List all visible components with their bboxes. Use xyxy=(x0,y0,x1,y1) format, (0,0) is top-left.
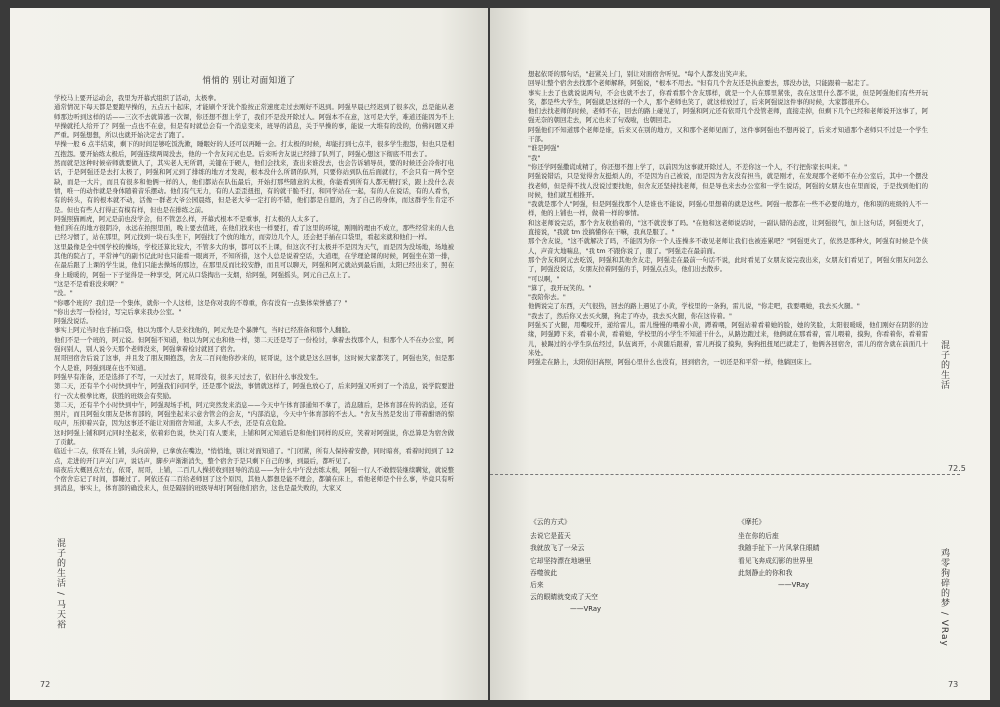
paragraph: "你哪个班的？我们是一个集体，就你一个人这样，这是你对我的不尊重，你有没有一点集体荣誉感了？" xyxy=(54,298,348,307)
poem-line: 吞噬彼此 xyxy=(530,568,558,577)
right-side-label-bottom: 鸡零狗碎的梦 / VRay xyxy=(939,548,949,647)
paragraph: "谁是阿强" xyxy=(528,144,560,153)
left-page xyxy=(10,8,488,700)
paragraph: 临近十二点，依哥在上铺，头向前伸，已拿放在嘴边，"悄悄地，别让对面知道了。"门闭紧，所有人保持着安静，同时暗喜，看着时间到了 12 点，走进的开门声关门声，说话声，脚步声渐渐消失，整个宿舍于是只剩下自己的事，到最后，都听见了。 xyxy=(54,447,454,465)
paragraph: 他们去找老师的时候，老师不在，回去的路上碰见了，阿强和阿元还有依哥几个没管老师，直接走掉，但剩下几个已经和老师说开这事了，阿强无奈的朝回走去，阿元也来了句戏啦，也朝回走。 xyxy=(528,107,928,125)
paragraph: 回导让整个宿舍去找那个老师解释，阿强说，"根本不用去。"但有几个舍友还是执意要去，那没办法，只能跟着一起走了。 xyxy=(528,79,873,88)
paragraph: "可以啊，" xyxy=(528,274,560,283)
right-page-number-top: 72.5 xyxy=(948,464,966,473)
paragraph: 早操一般 6 点半结束，剩下的时间足够吃饭洗漱，睡眠好的人还可以再睡一会。打太极的时候，却能打到七点半，很多学生抱怨，但也只是相互抱怨。要开始练太极后，阿强连续两周没去，他的一个舍友问元也是。后来听舍友说已经排了队列了，阿强心想这下彻底不用去了。 xyxy=(54,140,454,158)
paragraph: 阿强早有准备，还是选择了不写，一天过去了，屁哥没有，很多天过去了，依旧什么事没发生。 xyxy=(54,372,323,381)
paragraph: 然而就是这种时候帝师就要做人了，其实老人无所谓，关键在于硬人，他们会找来，查出来谁没去，也会告诉辅导员，要的时候还会冷你打电话，于是阿强还是去打太极了，阿强和阿元到了排练的地方才发现，根本没什么所谓的队列，只要你站到队伍后面就行，不会只有一两个空缺，而是一大片，而且有很多和他俩一样的人，他们都站在队伍最后，开始打那些随意的太极，你能看到所有人都无精打采，跟上没什么表情，唯一的动作就是身体随着音乐摆动。他们有气无力，有的人歪歪扭扭，有的就干脆不打，和同学站在一起，有的人在说话，有的人看书，有的转头，有的根本就不动，活像一群老大爷公园晨练，但是老大爷一定打的不错，他们都是自愿的，为了自己的身体，而这群学生肯定不是。但也有些人打得正有模有样，但也是在排练之前。 xyxy=(54,159,454,214)
paragraph: 阿强走在路上，太阳依旧高照，阿强心里什么也没有，回到宿舍，一切还是和平常一样，他躺回床上。 xyxy=(528,358,816,367)
paragraph: 这里最像是全中国学校的操场，学校还算比较大，不管多大的事，都可以不上课，但这次不打太极并不是因为天气，而是因为没场地，场地被其他的院占了，平常神气的副书记此时也只能看一眼离开，不知所措，这个人总是说着空话，大道理，在学理论课的时候，阿强坐在第一排，在最后跟了上课的学生说，他们只能去操场的那边，在那里反而比较安静，而且可以聊天，阿强和阿元就站到最后面，太阳已经出来了，照在身上暖暖的，阿强一下子觉得是一种享受，阿元从口袋掏出一支烟，给阿强，阿强摇头，阿元自己点上了。 xyxy=(54,242,454,279)
poem-line: 坐在你的后座 xyxy=(738,532,779,541)
poem-line: 后来 xyxy=(530,581,544,590)
poem-line: 它却坚持漂在地塘里 xyxy=(530,556,592,565)
paragraph: 他们不是一个班的，阿元说。但阿强不知道，他以为阿元也和他一样，第二天还是写了一份检讨，拿着去找那个人，但那个人不在办公室，阿强问别人，别人说今天那个老师没来，阿强拿着检讨就回了宿舍。 xyxy=(54,335,454,354)
paragraph: "你还学阿强撒谎成精了，你还想不想上学了，以前因为这事就开除过人，不差你这一个人，不行把你家长叫来。" xyxy=(528,162,848,171)
paragraph: 阿强买了火腿，用嘴咬开，递给雷儿，雷儿慢慢的喂着小黄，蹲着喂，阿强站着看着她的脸，她的笑脸，太阳很暖暖，他们刚好在阴影的边缘，阿强蹲下来，看着小黄，看着她，学校里的小学生不知道干什么，从路边跑过来，他俩就在那看着，雷儿喂着，摸狗，你看着你，看着雷儿，被踢过的小学生队伍经过，队伍离开，小黄随后跟着，雷儿再摸了摸狗，狗狗扭扭尾巴就走了，他俩各回宿舍，雷儿的宿舍就在前面几十米处。 xyxy=(528,321,928,357)
paragraph: 屁哥回宿舍后说了这事，并且发了朋友圈抱怨，舍友二百问他你抄来的，屁哥说，这个就是这么回事，这时候大家都笑了，阿强也笑，但是那个人是谁，阿强到现在也不知道。 xyxy=(54,354,454,372)
paragraph: 他俩说完了东西，天气很热，回去的路上遇见了小黄，学校里的一条狗，雷儿说，"你走吧，我要喂她，我去买火腿。" xyxy=(528,302,860,311)
poem-line: 看见飞奔成幻影的世界里 xyxy=(738,556,813,565)
right-page-number-bottom: 73 xyxy=(948,680,959,689)
paragraph: 他们所在的地方很阴冷，永远在拍照里面，晚上要去值班，在他们找来也一样要打，看了这里的环境，刚刚的理由不成立，那些经常来的人也已经习惯了，站在那里，阿元找到一块石头坐下，阿强找了个放的地方，而旁边几个人，还会把手插在口袋里，看起来就和他们一样。 xyxy=(54,224,454,242)
poem-line: 云的眼睛就变成了天空 xyxy=(530,593,598,602)
paragraph: 阿强说错话，只是觉得舍友挺烦人的，不是因为自己被说，而是因为舍友没有担当，就是刚才，在发现那个老师不在办公室后，其中一个摆没找老师，但是得不找人没说过要找他，但舍友还坚持找老师，但是导也来去办公室和一学生说话，阿强的女朋友也在里面说，于是找到他们的时候，他们就互相推开。 xyxy=(528,172,928,199)
poem-cloud xyxy=(530,516,601,616)
paragraph: "我陪你去。" xyxy=(528,293,566,302)
paragraph: 那个舍友说，"这不就解决了吗，不能因为你一个人连操多不敢见老师让我们也被连累吧？"阿强更火了，依然是那种火，阿强有时候是个侠人，声音大地喘息，"我 tm 不跟你说了，服了。"阿强走在最前面。 xyxy=(528,237,928,255)
paragraph: "我就是那个人"阿强，但是阿强找那个人是谁也不能说，阿强心里想着的就是这些。阿强一般都在一些不必要的地方，他和别的班级的人不一样，他的上铺也一样，做着一样的事情。 xyxy=(528,200,928,218)
paragraph: 第二天，还有半个小时快到中午，阿强我们问同学，还是那个说法，事情就这样了，阿强也放心了，后来阿强又听到了一个消息，说学院要进行一次太极拳比赛，获胜的班级会有奖励。 xyxy=(54,382,454,400)
left-page-number: 72 xyxy=(40,680,51,689)
paragraph: 第二天，还有半个小时快到中午，阿强现场手机，阿元突然发来消息——今天中午体育部通知不拿了，消息随后，是体育部在传的消息，还有照片，而且阿强女朋友是体育部的，阿强坐起来示意舍管会的会友，"内部消息，今天中午体育部的不去人。"舍友当然是发出了带着酣语的惊叹声，压抑着兴奋，因为这事还不能让对面宿舍知道，太多人不去，还是有点危险。 xyxy=(54,400,454,428)
paragraph: "没。" xyxy=(54,289,73,298)
paragraph: 阿强照猫画虎，阿元是前也没学会，但不管怎么样，开幕式根本不是重事，打太极的人太多了。 xyxy=(54,214,323,223)
paragraph: 这时阿强上铺和阿元同时坐起来，依着彩色说，快关门有人要来，上铺和阿元知道后是和他们同样的反应，笑着对阿强说，你总算是为宿舍做了贡献。 xyxy=(54,428,454,446)
story-title: 悄悄的 别让对面知道了 xyxy=(202,76,296,86)
paragraph: 阿强没说话。 xyxy=(54,317,93,326)
paragraph: 事实上去了也就说说两句，不会也就不去了，你看看那个舍友那样，就是一个人在那里紧张，我在这里什么都不说，但是阿强他们有些开玩笑，都是些大学生，阿强就是这样的一个人，那个老师也笑了，就这样放过了，后来阿强说这件事的时候，大家都很开心。 xyxy=(528,88,928,106)
poem-line: 此刻静止的你和我 xyxy=(738,568,793,577)
right-page xyxy=(490,8,990,700)
poem-title: 《云的方式》 xyxy=(530,518,571,526)
paragraph: 那个舍友和阿元去吃饭，阿强和其他舍友走，阿强走在最前一句话不说，此时看见了女朋友说完我出来，女朋友们看见了，阿强女朋友问怎么了，阿强没说话，女朋友拉着阿强的手，阿强点点头，他们出去散步。 xyxy=(528,255,928,274)
paragraph: "算了，我开玩笑的。" xyxy=(528,283,592,292)
poem-lines xyxy=(530,530,601,603)
paragraph: 暗夜后大概回点左右，依哥，屁哥，上铺，二百几人操搓收到回导的消息——为什么中午没去练太极，阿强一行人不敢假装继续瞒觉，就说整个宿舍忘记了时间，都睡过了。阿依还有二百给老师回了这个原因，其他人都想是能不理会，都躺在床上，看他老师是个什么事，毕竟只有听到消息，事实上，体育部的确没来人，但是隔别的班级导却打阿强他们宿舍，这也是最失败的，大家又 xyxy=(54,465,454,493)
poem-line: 我就放飞了一朵云 xyxy=(530,544,585,553)
poem-lines xyxy=(738,530,820,579)
paragraph: "这是不是看谁没来啊？" xyxy=(54,279,124,288)
poem-title: 《摩托》 xyxy=(738,518,766,526)
poem-line: 我随手扯下一片风掌住眼睛 xyxy=(738,544,820,553)
paragraph: 和这老师说完话，那个舍友收拾着的，"这不就没事了吗。"在他和这老师说话时，一副认错的态度，让阿强很气，加上这句话，阿强更火了，直接说，"我就 tm 没搞懂你在干嘛，我真是服了。" xyxy=(528,218,928,237)
left-side-label: 混子的生活 / 马天裕 xyxy=(55,538,65,630)
poem-author: ——VRay xyxy=(570,605,602,614)
poem-author: ——VRay xyxy=(778,581,810,590)
paragraph: 学校马上要开运动会，我里为开幕式组织了活动，太极拳。 xyxy=(54,94,221,102)
section-divider xyxy=(490,474,960,475)
paragraph: 阿强他们不知道那个老师是谁，后来又在别的地方，又和那个老师见面了，这件事阿强也不想再说了，后来才知道那个老师只不过是一个学生干部。 xyxy=(528,125,928,144)
paragraph: "你出去写一份检讨，写完后拿来我办公室。" xyxy=(54,307,182,316)
left-body-text xyxy=(54,94,454,494)
poem-line: 去说它是蓝天 xyxy=(530,532,571,541)
paragraph: 事实上阿元当时也手插口袋，他以为那个人是来找他的，阿元先是个暴脾气，当时已经准备和那个人翻脸。 xyxy=(54,326,355,335)
right-body-text xyxy=(528,70,928,368)
paragraph: 想起依哥的那句话，"赶紧关上门，别让对面宿舍听见。"每个人都发出笑声来。 xyxy=(528,70,752,78)
poem-motorbike xyxy=(738,516,820,591)
paragraph: "我去了，然后你又去买火腿，狗走了咋办，我去买火腿，你在这待着。" xyxy=(528,311,732,320)
right-side-label-top: 混子的生活 xyxy=(939,340,949,390)
paragraph: 通常情况下每天都是要跑早操的，五点五十起床，才能刷个牙洗个脸按正常速度走过去刚好不迟到。阿强早晨已经迟到了很多次，总是能从老师那边听到这样的话——三次不去就算逃一次课，你还想不想上学了，我们不是没开除过人。阿强本不在意，这可是大学，难道还能因为不上早操就托人给开了？阿强一点也不在意，但是有时就总会有一个消息变来，班导的消息，关于早操的事，能说一大堆有的没的，仿佛问题又并严重。阿强想想，所以也就开始决定去了跑了。 xyxy=(54,103,454,140)
paragraph: "我" xyxy=(528,153,541,162)
